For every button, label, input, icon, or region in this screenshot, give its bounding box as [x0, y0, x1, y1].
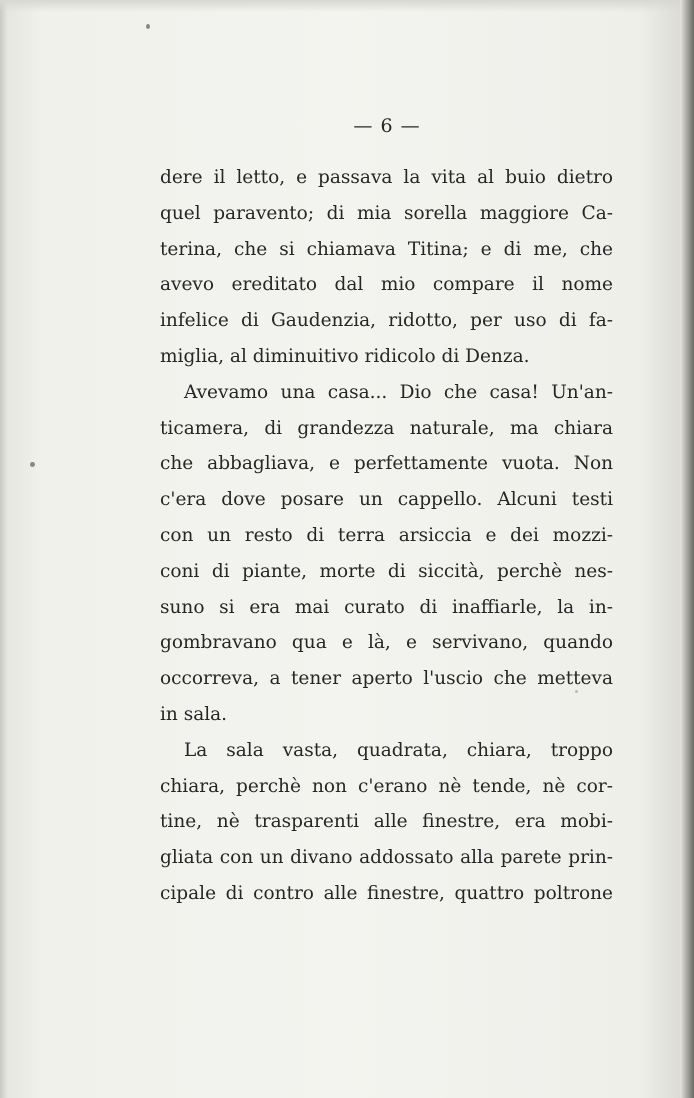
page-top-shade	[0, 0, 694, 12]
text-line: occorreva, a tener aperto l'uscio che metteva	[160, 668, 613, 690]
text-line: terina, che si chiamava Titina; e di me, che	[160, 238, 613, 260]
page-right-edge	[680, 0, 694, 1098]
text-line: che abbagliava, e perfettamente vuota. Non	[160, 453, 613, 475]
paper-speck	[30, 462, 35, 467]
text-line: quel paravento; di mia sorella maggiore Ca-	[160, 202, 613, 224]
text-line: dere il letto, e passava la vita al buio dietro	[160, 167, 613, 188]
text-line: gliata con un divano addossato alla parete prin-	[160, 847, 613, 869]
body-text	[160, 160, 613, 912]
text-line: ticamera, di grandezza naturale, ma chiara	[160, 417, 613, 439]
page-number: — 6 —	[353, 115, 421, 137]
text-line: c'era dove posare un cappello. Alcuni testi	[160, 489, 613, 511]
text-line: gombravano qua e là, e servivano, quando	[160, 632, 613, 654]
text-line: infelice di Gaudenzia, ridotto, per uso di fa-	[160, 310, 613, 332]
text-line: avevo ereditato dal mio compare il nome	[160, 274, 613, 296]
text-line: suno si era mai curato di inaffiarle, la in-	[160, 596, 613, 618]
text-line: cipale di contro alle finestre, quattro poltrone	[160, 882, 613, 904]
page-left-edge	[0, 0, 8, 1098]
text-line: coni di piante, morte di siccità, perchè nes-	[160, 560, 613, 582]
text-line: La sala vasta, quadrata, chiara, troppo	[184, 739, 613, 761]
text-line: miglia, al diminuitivo ridicolo di Denza.	[160, 345, 530, 367]
text-line: chiara, perchè non c'erano nè tende, nè cor-	[160, 775, 613, 797]
text-line: Avevamo una casa... Dio che casa! Un'an-	[184, 381, 613, 403]
paper-speck	[146, 24, 150, 29]
text-line: in sala.	[160, 703, 228, 725]
text-line: tine, nè trasparenti alle finestre, era mobi-	[160, 811, 613, 833]
text-line: con un resto di terra arsiccia e dei mozzi-	[160, 524, 613, 546]
